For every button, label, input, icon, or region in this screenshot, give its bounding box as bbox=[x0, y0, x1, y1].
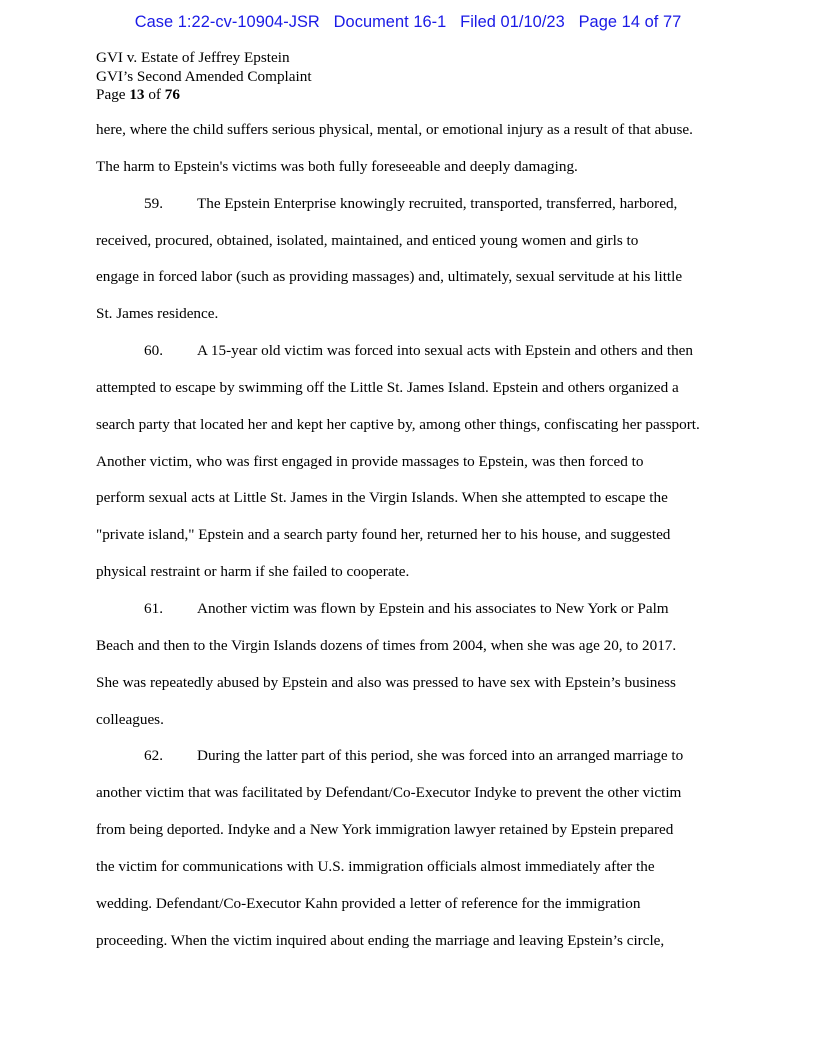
text-line: physical restraint or harm if she failed to cooperate. bbox=[96, 563, 410, 581]
paragraph-62 bbox=[96, 738, 720, 959]
text-line: She was repeatedly abused by Epstein and also was pressed to have sex with Epstein’s business bbox=[96, 673, 676, 691]
text-line: engage in forced labor (such as providing massages) and, ultimately, sexual servitude at his little bbox=[96, 268, 683, 286]
text-line: The Epstein Enterprise knowingly recruited, transported, transferred, harbored, bbox=[197, 194, 678, 212]
text-line: proceeding. When the victim inquired about ending the marriage and leaving Epstein’s circle, bbox=[96, 931, 665, 949]
document-number: Document 16-1 bbox=[333, 13, 447, 31]
paragraph-number: 62. bbox=[144, 747, 163, 765]
document-body bbox=[96, 112, 720, 959]
text-line: perform sexual acts at Little St. James in the Virgin Islands. When she attempted to escape the bbox=[96, 489, 668, 507]
paragraph-60 bbox=[96, 333, 720, 591]
text-line: The harm to Epstein's victims was both fully foreseeable and deeply damaging. bbox=[96, 157, 578, 175]
text-line: During the latter part of this period, she was forced into an arranged marriage to bbox=[197, 747, 684, 765]
text-line: Another victim was flown by Epstein and his associates to New York or Palm bbox=[197, 599, 669, 617]
paragraph-number: 60. bbox=[144, 342, 163, 360]
text-line: St. James residence. bbox=[96, 305, 219, 323]
text-line: here, where the child suffers serious physical, mental, or emotional injury as a result of that abuse. bbox=[96, 121, 693, 138]
paragraph-59 bbox=[96, 186, 720, 333]
text-line: wedding. Defendant/Co-Executor Kahn provided a letter of reference for the immigration bbox=[96, 894, 641, 912]
text-line: Beach and then to the Virgin Islands dozens of times from 2004, when she was age 20, to 2017. bbox=[96, 636, 677, 654]
court-filing-header bbox=[0, 13, 816, 32]
text-line: "private island," Epstein and a search party found her, returned her to his house, and suggested bbox=[96, 526, 671, 544]
paragraph-61 bbox=[96, 591, 720, 738]
paragraph-number: 61. bbox=[144, 599, 163, 617]
text-line: another victim that was facilitated by Defendant/Co-Executor Indyke to prevent the other victim bbox=[96, 784, 682, 802]
paragraph-number: 59. bbox=[144, 194, 163, 212]
text-line: search party that located her and kept her captive by, among other things, confiscating her passport. bbox=[96, 415, 700, 433]
filing-page-number: Page 14 of 77 bbox=[578, 13, 682, 31]
caption-case-title: GVI v. Estate of Jeffrey Epstein bbox=[96, 49, 290, 66]
text-line: the victim for communications with U.S. immigration officials almost immediately after the bbox=[96, 857, 655, 875]
text-line: from being deported. Indyke and a New York immigration lawyer retained by Epstein prepared bbox=[96, 821, 674, 839]
case-number: Case 1:22-cv-10904-JSR bbox=[134, 13, 320, 31]
text-line: received, procured, obtained, isolated, maintained, and enticed young women and girls to bbox=[96, 231, 639, 249]
caption-document-title: GVI’s Second Amended Complaint bbox=[96, 67, 312, 85]
text-line: colleagues. bbox=[96, 710, 164, 728]
text-line: attempted to escape by swimming off the Little St. James Island. Epstein and others organized a bbox=[96, 378, 679, 396]
filed-date: Filed 01/10/23 bbox=[460, 13, 565, 31]
caption-page-number: Page 13 of 76 bbox=[96, 86, 180, 103]
document-caption bbox=[96, 49, 312, 105]
text-line: A 15-year old victim was forced into sexual acts with Epstein and others and then bbox=[197, 342, 693, 360]
text-line: Another victim, who was first engaged in provide massages to Epstein, was then forced to bbox=[96, 452, 644, 470]
